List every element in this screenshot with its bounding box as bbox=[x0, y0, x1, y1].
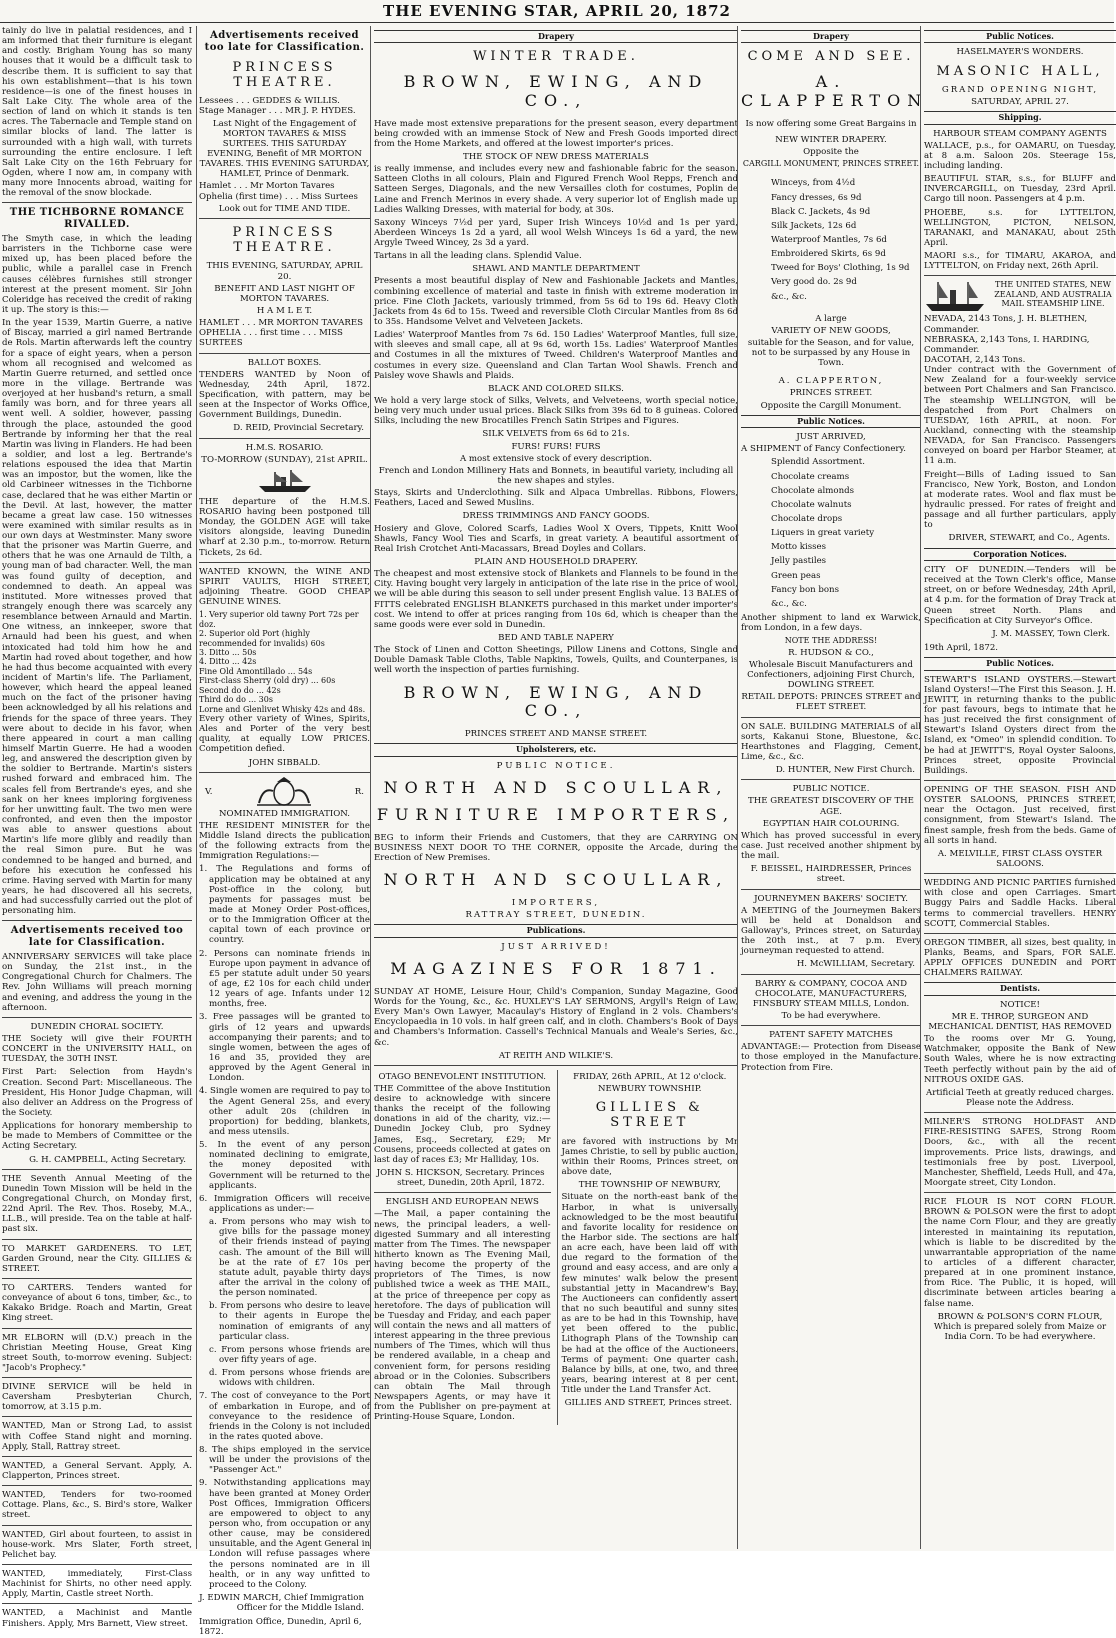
cargill: CARGILL MONUMENT, PRINCES STREET. bbox=[742, 158, 920, 168]
immig-subitem: c. From persons whose friends are over fifty years of age. bbox=[209, 1344, 370, 1365]
patent-title: PATENT SAFETY MATCHES bbox=[769, 1030, 893, 1041]
ad-wanted: WANTED, a General Servant. Apply, A. Clapperton, Princes street. bbox=[2, 1460, 192, 1482]
haselmayer: HASELMAYER'S WONDERS. bbox=[956, 47, 1084, 58]
trim-title: DRESS TRIMMINGS AND FANCY GOODS. bbox=[462, 511, 650, 522]
city-notice: CITY OF DUNEDIN.—Tenders will be received at the Town Clerk's office, Manse street, on or before Wednesday, 24th April, at 4 p.m. for the formation of Dray Track at Queen street North. Plans and Specification at City Surveyor's Office. bbox=[924, 564, 1116, 626]
theatre-body: Last Night of the Engagement of MORTON TAVARES & MISS SURTEES. THIS SATURDAY EVENING, Benefit of MR MORTON TAVARES. THIS EVENING SATURDAY, HAMLET, Prince of Denmark. bbox=[199, 118, 370, 180]
brown-intro: Have made most extensive preparations for the present season, every department being crowded with an immense Stock of New and Fresh Goods imported direct from the Home Markets, and offered at the lowest importer's prices. bbox=[374, 118, 738, 149]
royal-crest-icon bbox=[249, 777, 319, 807]
furs-body: A most extensive stock of every description. bbox=[459, 453, 653, 464]
wine-item: 1. Very superior old tawny Port 72s per doz. bbox=[199, 610, 359, 629]
bakers-title: JOURNEYMEN BAKERS' SOCIETY. bbox=[754, 893, 908, 904]
opposite: Opposite the bbox=[803, 146, 859, 157]
saturday: SATURDAY, APRIL 27. bbox=[971, 97, 1069, 108]
tichborne-paragraph: The Smyth case, in which the leading barristers in the Tichborne case were mixed up, has been placed before the public, while a parallel case in French causes célèbres furnishes still stronger interest at the present moment. Sir John Coleridge has received the credit of raking it up. The story is this:— bbox=[2, 233, 192, 315]
magazines-title: MAGAZINES FOR 1871. bbox=[390, 958, 722, 978]
section-header: Drapery bbox=[741, 30, 921, 43]
immig-intro: THE RESIDENT MINISTER for the Middle Island directs the publication of the following extracts from the Immigration Regulations:— bbox=[199, 820, 370, 862]
wine-list bbox=[199, 610, 370, 714]
barry-title: BARRY & COMPANY, COCOA AND CHOCOLATE, MANUFACTURERS, FINSBURY STEAM MILLS, London. bbox=[752, 978, 910, 1009]
immig-title: NOMINATED IMMIGRATION. bbox=[219, 808, 350, 819]
masthead: THE EVENING STAR, APRIL 20, 1872 bbox=[0, 0, 1114, 23]
a-large: A large bbox=[815, 313, 847, 324]
theatre-lookout: Look out for TIME AND TIDE. bbox=[218, 203, 351, 214]
wine-item: Lorne and Glenlivet Whisky 42s and 48s. bbox=[199, 704, 366, 714]
hunter-signature: D. HUNTER, New First Church. bbox=[775, 765, 915, 776]
wine-item: 3. Ditto ... 50s bbox=[199, 648, 257, 657]
shawl-title: SHAWL AND MANTLE DEPARTMENT bbox=[472, 264, 640, 275]
crest-right-letter: R. bbox=[354, 786, 364, 797]
ad-wanted: WANTED, immediately, First-Class Machinist for Shirts, no other need apply. Apply, Martin, Castle street North. bbox=[2, 1569, 192, 1600]
ballot-title: BALLOT BOXES. bbox=[247, 357, 322, 368]
theatre-lessees: Lessees . . . GEDDES & WILLIS. bbox=[199, 96, 340, 107]
shawl-body: Ladies' Waterproof Mantles from 7s 6d. 150 Ladies' Waterproof Mantles, full size, with sleeves and small cape, all at 9s 6d, worth 15s. Ladies' Waterproof Mantles and Costumes in all the mixtures of Tweed. Children's Waterproof Mantles and costumes in every size. Queensland and Clan Tartan Wool Shawls. French and Paisley wove Shawls and Plaids. bbox=[374, 330, 738, 381]
polson: BROWN & POLSON'S CORN FLOUR, Which is prepared solely from Maize or India Corn. To be had everywhere. bbox=[933, 1311, 1107, 1342]
oregon: OREGON TIMBER, all sizes, best quality, in Planks, Beams, and Spars, FOR SALE. APPLY OFFICES DUNEDIN and PORT CHALMERS RAILWAY. bbox=[924, 937, 1116, 979]
dress-title: THE STOCK OF NEW DRESS MATERIALS bbox=[463, 151, 649, 162]
grand-opening: GRAND OPENING NIGHT, bbox=[941, 84, 1099, 95]
section-header: Public Notices. bbox=[741, 415, 921, 428]
variety-body: suitable for the Season, and for value, not to be surpassed by any House in Town. bbox=[747, 337, 915, 369]
immig-item: 9. Notwithstanding applications may have been granted at Money Order Post Offices, Immigration Officers are empowered to object to any person who, from occupation or any other cause, may be considered unsuitable, and the Agent General in London will refuse passages where the persons nominated are in ill health, or in any way unfitted to proceed to the Colony. bbox=[199, 1478, 370, 1590]
price-item: Silk Jackets, 12s 6d bbox=[771, 220, 857, 231]
egyptian: EGYPTIAN HAIR COLOURING. bbox=[762, 818, 900, 829]
price-list bbox=[741, 178, 921, 301]
rosario-body: THE departure of the H.M.S. ROSARIO having been postponed till Monday, the GOLDEN AGE will take visitors alongside, leaving Dunedin wharf at 2.30 p.m., to-morrow. Return Tickets, 2s 6d. bbox=[199, 496, 370, 558]
brown-title: BROWN, EWING, AND CO., bbox=[403, 682, 709, 721]
column-2 bbox=[196, 26, 370, 1638]
opening-season: OPENING OF THE SEASON. FISH AND OYSTER SALOONS, PRINCES STREET, near the Octagon. Just received, first consignment, from Stewart's Island. The finest sample, fresh from the beds. Game of all sorts in hand. bbox=[924, 784, 1116, 846]
furs-title: FURS! FURS! FURS bbox=[511, 441, 601, 452]
north-title: NORTH AND SCOULLAR, bbox=[383, 870, 729, 890]
price-item: Waterproof Mantles, 7s 6d bbox=[771, 234, 887, 245]
melville: A. MELVILLE, FIRST CLASS OYSTER SALOONS. bbox=[937, 848, 1103, 869]
brown-title: BROWN, EWING, AND CO., bbox=[403, 71, 709, 110]
dentist-notice: NOTICE! bbox=[1000, 999, 1040, 1010]
pn-title: PUBLIC NOTICE. bbox=[792, 784, 870, 795]
ad-wanted: WANTED, Tenders for two-roomed Cottage. Plans, &c., S. Bird's store, Walker street. bbox=[2, 1490, 192, 1521]
milner: MILNER'S STRONG HOLDFAST AND FIRE-RESISTING SAFES, Strong Room Doors, &c., with all the recent improvements. Price lists, drawings, and testimonials free by post. Liverpool, Manchester, Sheffield, Leeds Hull, and 47a, Moorgate street, City London. bbox=[924, 1117, 1116, 1189]
ballot-signature: D. REID, Provincial Secretary. bbox=[233, 423, 364, 434]
immig-item: 8. The ships employed in the service will be under the provisions of the "Passenger Act." bbox=[199, 1445, 370, 1476]
ship-maori: MAORI s.s., for TIMARU, AKAROA, and LYTTELTON, on Friday next, 26th April. bbox=[924, 251, 1116, 272]
harbour: HARBOUR STEAM COMPANY AGENTS bbox=[933, 128, 1107, 139]
article-continuation: tainly do live in palatial residences, and I am informed that their furniture is elegant and costly. Brigham Young has so many houses that it would be a difficult task to describe them. It is sufficient to say that his own establishment—that is his town residence—is one of the finest houses in Salt Lake City. The whole area of the section of land on which it stands is ten acres. The Tabernacle and Temple stand on similar blocks of land. The latter is surrounded with a high wall, with turrets surrounding the entire enclosure. I left Salt Lake City on the 16th February for Ogden, where I now am, in company with many more Innocents abroad, waiting for the removal of the snow blockade. bbox=[2, 26, 192, 199]
mag-signature: AT REITH AND WILKIE'S. bbox=[498, 1050, 614, 1061]
dress-body: is really immense, and includes every new and fashionable fabric for the season. Satteen Cloths in all colours, Plain and Figured French Wool Repps, French and Satteen Serges, Diagonals, and the new Versailles cloth for costumes, Poplin de Laine and French Merinos in every shade. A very superior lot of English made up Ladies Walking Dresses, with material for body, at 30s. bbox=[374, 164, 738, 215]
choral-text: First Part: Selection from Haydn's Creation. Second Part: Miscellaneous. The President, His Honor Judge Chapman, will also deliver an Address on the Progress of the Society. bbox=[2, 1067, 192, 1118]
friday-title: FRIDAY, 26th APRIL, At 12 o'clock. bbox=[573, 1071, 727, 1082]
wine-signature: JOHN SIBBALD. bbox=[248, 757, 321, 768]
greatest: THE GREATEST DISCOVERY OF THE AGE. bbox=[748, 796, 914, 817]
clapperton-title: A. CLAPPERTON bbox=[741, 71, 929, 110]
wine-item: First-class Sherry (old dry) ... 60s bbox=[199, 676, 336, 686]
price-item: Fancy dresses, 6s 9d bbox=[771, 192, 862, 203]
millinery: French and London Millinery Hats and Bonnets, in beautiful variety, including all the new shapes and styles. bbox=[378, 465, 734, 487]
conf-item: &c., &c. bbox=[771, 598, 807, 609]
price-item: Tweed for Boys' Clothing, 1s 9d bbox=[771, 263, 910, 274]
rattray: RATTRAY STREET, DUNEDIN. bbox=[465, 910, 647, 921]
silk-velvets: SILK VELVETS from 6s 6d to 21s. bbox=[482, 429, 630, 440]
plain-body: The cheapest and most extensive stock of Blankets and Flannels to be found in the City. Having bought very largely in anticipation of the late rise in the price of wool, we will be able during this season to sell under present English value. 13 BALES of FITTS celebrated ENGLISH BLANKETS purchased in this market under importer's cost. We intend to offer at prices ranging from 10s 6d, which is cheaper than the same goods were ever sold in Dunedin. bbox=[374, 569, 738, 630]
price-item: Black C. Jackets, 4s 9d bbox=[771, 206, 871, 217]
section-header: Publications. bbox=[374, 924, 738, 937]
hudson-title: R. HUDSON & CO., bbox=[788, 647, 874, 658]
ballot-body: TENDERS WANTED by Noon of Wednesday, 24th April, 1872. Specification, with pattern, may be seen at the Inspector of Works Office, Government Buildings, Dunedin. bbox=[199, 369, 370, 421]
crest-left-letter: V. bbox=[205, 786, 213, 797]
choral-text: THE Society will give their FOURTH CONCERT in the UNIVERSITY HALL, on TUESDAY, the 30TH INST. bbox=[2, 1033, 192, 1065]
conf-item: Jelly pastiles bbox=[771, 556, 827, 567]
newbury: NEWBURY TOWNSHIP. bbox=[598, 1083, 702, 1094]
silk-body: We hold a very large stock of Silks, Velvets, and Velveteens, worth special notice, being very much under usual prices. Black Silks from 39s 6d to 8 guineas. Colored Silks, including the new Brocatilles French Satin Stripes and Figures. bbox=[374, 396, 738, 427]
immig-office: Immigration Office, Dunedin, April 6, 1872. bbox=[199, 1617, 362, 1638]
ad-gardeners: TO MARKET GARDENERS. TO LET, Garden Ground, near the City. GILLIES & STREET. bbox=[2, 1243, 192, 1274]
theatre-benefit: BENEFIT AND LAST NIGHT OF MORTON TAVARES. bbox=[214, 283, 355, 304]
ad-elborn: MR ELBORN will (D.V.) preach in the Christian Meeting House, Great King street South, to-morrow evening. Subject: "Jacob's Prophecy." bbox=[2, 1332, 192, 1373]
furniture-title: FURNITURE IMPORTERS, bbox=[376, 804, 736, 824]
conf-item: Chocolate walnuts bbox=[771, 499, 852, 510]
immig-item: 2. Persons can nominate friends in Europe upon payment in advance of £5 per statute adult under 50 years of age, £2 10s for each child under 12 years of age. Infants under 12 months, free. bbox=[199, 948, 370, 1010]
choral-title: DUNEDIN CHORAL SOCIETY. bbox=[30, 1021, 164, 1032]
price-item: &c., &c. bbox=[771, 291, 807, 302]
immig-item: 7. The cost of conveyance to the Port of embarkation in Europe, and of conveyance to the residence of friends in the Colony is not included in the rates quoted above. bbox=[199, 1391, 370, 1442]
clapperton-sub: Is now offering some Great Bargains in bbox=[745, 118, 917, 129]
column-3 bbox=[370, 26, 738, 1549]
wine-body: WANTED KNOWN, the WINE AND SPIRIT VAULTS, HIGH STREET, adjoining Theatre. GOOD CHEAP GENUINE WINES. bbox=[199, 566, 370, 608]
ship-nevada: NEVADA, 2143 Tons, J. H. BLETHEN, Commander. bbox=[924, 314, 1088, 335]
confectionery-list bbox=[741, 457, 921, 609]
on-sale: ON SALE. BUILDING MATERIALS of all sorts, Kakanui Stone, Bluestone, &c. Hearthstones and Flagging, Cement, Lime, &c., &c. bbox=[741, 721, 921, 763]
theatre-title: PRINCESS THEATRE. bbox=[232, 224, 337, 256]
variety: VARIETY OF NEW GOODS, bbox=[771, 325, 891, 336]
section-header: Corporation Notices. bbox=[924, 548, 1116, 561]
conf-item: Chocolate drops bbox=[771, 514, 843, 525]
barry-body: To be had everywhere. bbox=[781, 1010, 881, 1021]
immig-signature: J. EDWIN MARCH, Chief Immigration Officer for the Middle Island. bbox=[199, 1593, 364, 1614]
ship-phoebe: PHOEBE, s.s. for LYTTELTON, WELLINGTON, PICTON, NELSON, TARANAKI, and MANAKAU, about 25th April. bbox=[924, 207, 1116, 249]
note-address: NOTE THE ADDRESS! bbox=[784, 636, 878, 646]
bed-title: BED AND TABLE NAPERY bbox=[498, 632, 614, 643]
price-item: Winceys, from 4½d bbox=[771, 178, 856, 189]
left-subcolumn bbox=[374, 1070, 551, 1426]
dress-body: Saxony Winceys 7½d per yard, Super Irish Winceys 10½d and 1s per yard, Aberdeen Winceys 1s 2d a yard, all wool Welsh Winceys 1s 6d a yard, the new Argyle Tweed Wincey, 2s 3d a yard. bbox=[374, 217, 738, 249]
choral-signature: G. H. CAMPBELL, Acting Secretary. bbox=[29, 1154, 186, 1165]
clapperton-signature: A. CLAPPERTON, bbox=[778, 376, 884, 387]
silk-title: BLACK AND COLORED SILKS. bbox=[488, 383, 624, 394]
choral-text: Applications for honorary membership to be made to Members of Committee or the Acting Secretary. bbox=[2, 1121, 192, 1152]
adv-header: Advertisements received too late for Classification. bbox=[204, 30, 365, 53]
conf-item: Motto kisses bbox=[771, 542, 827, 553]
conf-item: Chocolate almonds bbox=[771, 485, 855, 496]
conf-item: Chocolate creams bbox=[771, 471, 850, 482]
north-title: NORTH AND SCOULLAR, bbox=[383, 778, 729, 798]
theatre-play: H A M L E T. bbox=[256, 306, 313, 317]
bakers-body: A MEETING of the Journeymen Bakers will be held at Donaldson and Galloway's, Princes street, on Saturday the 20th inst., at 7 p.m. Every journeyman requested to attend. bbox=[741, 905, 921, 957]
shipment: A SHIPMENT of Fancy Confectionery. bbox=[741, 444, 906, 455]
theatre-cast: OPHELIA . . . first time . . . MISS SURTEES bbox=[199, 328, 343, 349]
ad-divine: DIVINE SERVICE will be held in Caversham Presbyterian Church, tomorrow, at 3.15 p.m. bbox=[2, 1382, 192, 1413]
patent-body: ADVANTAGE:— Protection from Disease to those employed in the Manufacture. Protection from Fire. bbox=[741, 1042, 921, 1073]
gillies-title: GILLIES & STREET bbox=[595, 1100, 704, 1131]
egyptian-body: Which has proved successful in every case. Just received another shipment by the mail. bbox=[741, 830, 921, 862]
wine-footer: Every other variety of Wines, Spirits, Ales and Porter of the very best quality, at equally LOW PRICES. Competition defied. bbox=[199, 714, 370, 755]
rosario-sub: TO-MORROW (SUNDAY), 21st APRIL. bbox=[201, 454, 368, 465]
another-shipment: Another shipment to land ex Warwick, from London, in a few days. bbox=[741, 613, 921, 634]
massey-signature: J. M. MASSEY, Town Clerk. bbox=[992, 628, 1110, 639]
theatre-title: PRINCESS THEATRE. bbox=[232, 59, 337, 90]
ad-carters: TO CARTERS. Tenders wanted for conveyance of about 6 tons, timber, &c., to Kakako Bridge. Roach and Martin, Great King street. bbox=[2, 1282, 192, 1324]
new-winter: NEW WINTER DRAPERY. bbox=[775, 134, 887, 145]
township-body: Situate on the north-east bank of the Harbor, in what is universally acknowledged to be the most beautiful and favorite locality for residence on the Harbor side. The sections are half an acre each, have been laid off with due regard to the formation of the ground and easy access, and are only a few minutes' walk below the present substantial jetty in Macandrew's Bay. The Auctioneers can confidently assert that no such beautiful and sunny sites as are to be had in this Township, have yet been offered to the public. Lithograph Plans of the Township can be had at the office of the Auctioneers. Terms of payment: One quarter cash. Balance by bills, at one, two, and three years, bearing interest at 8 per cent. Title under the Land Transfer Act. bbox=[561, 1192, 738, 1396]
opposite-monument: Opposite the Cargill Monument. bbox=[760, 400, 902, 411]
princes-street: PRINCES STREET. bbox=[789, 388, 873, 399]
wine-item: 4. Ditto ... 42s bbox=[199, 657, 257, 667]
throp-body2: Artificial Teeth at greatly reduced charges. Please note the Address. bbox=[926, 1087, 1114, 1109]
bakers-signature: H. McWILLIAM, Secretary. bbox=[796, 959, 915, 970]
north-body: BEG to inform their Friends and Customers, that they are CARRYING ON BUSINESS NEXT DOOR TO THE CORNER, opposite the Arcade, during the Erection of New Premises. bbox=[374, 832, 738, 864]
adv-header: Advertisements received too late for Classification. bbox=[10, 925, 184, 949]
conf-item: Splendid Assortment. bbox=[771, 457, 865, 468]
ad-wanted: WANTED, Man or Strong Lad, to assist with Coffee Stand night and morning. Apply, Stall, Rattray street. bbox=[2, 1421, 192, 1452]
theatre-cast: HAMLET . . . MR MORTON TAVARES bbox=[199, 318, 364, 329]
immig-subitem: b. From persons who desire to leave to their agents in Europe the nomination of emigrants of any particular class. bbox=[209, 1301, 370, 1342]
column-1 bbox=[2, 26, 192, 1629]
masonic: MASONIC HALL, bbox=[936, 63, 1104, 79]
steamship-icon bbox=[924, 280, 986, 314]
oysters: STEWART'S ISLAND OYSTERS.—Stewart Island Oysters!—The First this Season. J. H. JEWITT, in returning thanks to the public for past favours, begs to intimate that he has just received the first consignment of Stewart's Island Oysters direct from the Island, ex "Omeo" in splendid condition. To be had at JEWITT'S, Royal Oyster Saloons, Princes street, opposite Provincial Buildings. bbox=[924, 674, 1116, 776]
immig-item: 6. Immigration Officers will receive applications as under:— bbox=[199, 1193, 370, 1214]
plain-title: PLAIN AND HOUSEHOLD DRAPERY. bbox=[474, 557, 638, 567]
theatre-evening: THIS EVENING, SATURDAY, APRIL 20. bbox=[206, 261, 363, 282]
tichborne-title: THE TICHBORNE ROMANCE RIVALLED. bbox=[9, 207, 185, 231]
retail-depots: RETAIL DEPOTS: PRINCES STREET and FLEET STREET. bbox=[741, 692, 921, 713]
mag-body: SUNDAY AT HOME, Leisure Hour, Child's Companion, Sunday Magazine, Good Words for the Young, &c., &c. HUXLEY'S LAY SERMONS, Argyll's Reign of Law, Every Man's Own Lawyer, Macaulay's History of England in 2 vols. Chambers's Encyclopaedia in 10 vols. in half green calf, and in cloth. Chambers's Book of Days and Chambers's Information. Cassell's Technical Manuals and Weale's Series, &c., &c. bbox=[374, 986, 738, 1048]
column-4 bbox=[737, 26, 929, 1549]
just-arrived: JUST ARRIVED, bbox=[796, 432, 866, 443]
contract: Under contract with the Government of New Zealand for a four-weekly service between Port Chalmers and San Francisco. The steamship WELLINGTON, will be despatched from Port Chalmers on TUESDAY, 16th APRIL, at noon. For Auckland, connecting with the steamship NEVADA, for San Francisco. Passengers conveyed on board per Harbor Steamer, at 11 a.m. bbox=[924, 365, 1116, 467]
theatre-cast: Hamlet . . . Mr Morton Tavares bbox=[199, 181, 335, 192]
throp-title: MR E. THROP, SURGEON AND MECHANICAL DENTIST, HAS REMOVED bbox=[928, 1011, 1112, 1033]
notice-date: 19th April, 1872. bbox=[924, 642, 999, 653]
ship-dacotah: DACOTAH, 2,143 Tons. bbox=[924, 355, 1026, 366]
us-title: THE UNITED STATES, NEW ZEALAND, AND AUSTRALIA MAIL STEAMSHIP LINE. bbox=[994, 280, 1112, 309]
trim-body: Hosiery and Glove, Colored Scarfs, Ladies Wool X Overs, Tippets, Knitt Wool Shawls, Fancy Wool Ties and Scarfs, in great variety. A beautiful assortment of Real Irish Crotchet Anti-Macassars, Bread Doyles and Collars. bbox=[374, 523, 738, 554]
ship-nebraska: NEBRASKA, 2,143 Tons, I. HARDING, Commander. bbox=[924, 334, 1090, 355]
ad-wanted: WANTED, Girl about fourteen, to assist in house-work. Mrs Slater, Forth street, Pelichet bay. bbox=[2, 1529, 192, 1560]
just-arrived: JUST ARRIVED! bbox=[501, 941, 611, 952]
driver-signature: DRIVER, STEWART, and Co., Agents. bbox=[948, 533, 1110, 544]
section-header: Public Notices. bbox=[924, 30, 1116, 43]
ad-anniversary: ANNIVERSARY SERVICES will take place on Sunday, the 21st inst., in the Congregational Church for Chalmers. The Rev. John Williams will preach morning and evening, and address the young in the afternoon. bbox=[2, 952, 192, 1013]
right-subcolumn bbox=[557, 1070, 739, 1426]
ship-wallace: WALLACE, p.s., for OAMARU, on Tuesday, at 8 a.m. Saloon 20s. Steerage 15s, including landing. bbox=[924, 140, 1116, 172]
immig-item: 1. The Regulations and forms of application may be obtained at any Post-office in the colony, but payments for passages must be made at Money Order Post-offices, or to the Immigration Officer at the capital town of each province or country. bbox=[199, 864, 370, 946]
otago-signature: JOHN S. HICKSON, Secretary. Princes street, Dunedin, 20th April, 1872. bbox=[376, 1168, 545, 1189]
brown-address: PRINCES STREET AND MANSE STREET. bbox=[464, 729, 648, 740]
price-item: Embroidered Skirts, 6s 9d bbox=[771, 249, 886, 260]
english-body: —The Mail, a paper containing the news, the principal leaders, a well-digested Summary and all interesting matter from The Times. The newspaper hitherto known as The Evening Mail, having become the property of the proprietors of The Times, is now published twice a week as THE MAIL, at the price of threepence per copy as heretofore. The days of publication will be Tuesday and Friday, and each paper will contain the news and all matters of interest appearing in the three previous numbers of The Times, which will thus be rendered available, in a cheap and convenient form, for persons residing abroad or in the Colonies. Subscribers can obtain The Mail through Newspapers Agents, or may have it from the Publisher on pre-payment at Printing-House Square, London. bbox=[374, 1209, 551, 1423]
beissel: F. BEISSEL, HAIRDRESSER, Princes street. bbox=[750, 864, 912, 885]
immig-item: 5. In the event of any person nominated declining to emigrate, the money deposited with Government will be returned to the applicants. bbox=[199, 1140, 370, 1191]
immig-item: 3. Free passages will be granted to girls of 12 years and upwards accompanying their parents; and to single women, between the ages of 16 and 35, provided they are approved by the Agent General in London. bbox=[199, 1012, 370, 1084]
pn-title: PUBLIC NOTICE. bbox=[496, 760, 616, 771]
throp-body: To the rooms over Mr G. Young, Watchmaker, opposite the Bank of New South Wales, where he is now extracting Teeth perfectly without pain by the aid of NITROUS OXIDE GAS. bbox=[924, 1034, 1116, 1085]
hudson-body: Wholesale Biscuit Manufacturers and Confectioners, adjoining First Church, DOWLING STREET. bbox=[747, 659, 915, 691]
section-header: Upholsterers, etc. bbox=[374, 743, 738, 756]
township-title: THE TOWNSHIP OF NEWBURY, bbox=[578, 1180, 721, 1191]
column-5 bbox=[920, 26, 1116, 1549]
shawl-body: Presents a most beautiful display of New and Fashionable Jackets and Mantles, combining excellence of material and taste in finish with extreme moderation in price. Fine Cloth Jackets, variously trimmed, from 5s 6d to 19s 6d. Heavy Cloth Jackets from 4s 6d to 15s. Tweed and reversible Cloth Circular Mantles from 8s 6d to 35s. Handsome Velvet and Velveteen Jackets. bbox=[374, 276, 738, 328]
immig-item: 4. Single women are required to pay to the Agent General 25s, and every other adult 20s (children in proportion) for bedding, blankets, and mess utensils. bbox=[199, 1086, 370, 1137]
conf-item: Liquers in great variety bbox=[771, 528, 875, 539]
theatre-cast: Ophelia (first time) . . . Miss Surtees bbox=[199, 191, 358, 202]
otago-body: THE Committee of the above Institution desire to acknowledge with sincere thanks the receipt of the following donations in aid of the charity, viz.:—Dunedin Jockey Club, pro Sydney James, Esq., Secretary, £29; Mr Cousens, proceeds collected at gates on last day of races £3; Mr Halliday, 10s. bbox=[374, 1083, 551, 1165]
come-title: COME AND SEE. bbox=[747, 49, 915, 65]
wine-item: Third do do ... 30s bbox=[199, 695, 273, 705]
dress-body: Tartans in all the leading clans. Splendid Value. bbox=[374, 251, 582, 262]
wine-item: Second do do ... 42s bbox=[199, 685, 281, 695]
english-title: ENGLISH AND EUROPEAN NEWS bbox=[385, 1197, 539, 1208]
otago-title: OTAGO BENEVOLENT INSTITUTION. bbox=[378, 1071, 546, 1082]
ad-wanted: WANTED, a Machinist and Mantle Finishers. Apply, Mrs Barnett, View street. bbox=[2, 1608, 192, 1629]
rice-flour: RICE FLOUR IS NOT CORN FLOUR. BROWN & POLSON were the first to adopt the name Corn Flour, and they are greatly interested in maintaining its reputation, which is liable to be discredited by the unwarrantable appropriation of the name to articles of a different character, prepared at in one prominent instance, from Rice. The Public, it is hoped, will discriminate between articles bearing a false name. bbox=[924, 1197, 1116, 1309]
gillies-body: are favored with instructions by Mr James Christie, to sell by public auction, within their Rooms, Princes street, on above date, bbox=[561, 1136, 738, 1178]
section-header: Public Notices. bbox=[924, 657, 1116, 670]
theatre-manager: Stage Manager . . . MR J. P. HYDES. bbox=[199, 106, 356, 117]
conf-item: Fancy bon bons bbox=[771, 584, 839, 595]
immig-subitem: d. From persons whose friends are widows with children. bbox=[209, 1368, 370, 1389]
price-item: Very good do. 2s 9d bbox=[771, 277, 857, 288]
ship-icon bbox=[255, 468, 315, 494]
wine-item: Fine Old Amontillado ... 54s bbox=[199, 666, 313, 676]
wine-item: 2. Superior old Port (highly recommended for invalids) 60s bbox=[199, 629, 325, 648]
freight: Freight—Bills of Lading issued to San Francisco, New York, Boston, and London at moderate rates. Wool and flax must be hydraulic pressed. For rates of freight and passage and all further particulars, apply to bbox=[924, 469, 1116, 531]
ad-mission: THE Seventh Annual Meeting of the Dunedin Town Mission will be held in the Congregational Church, on Monday first, 22nd April. The Rev. Thos. Roseby, M.A., LL.B., will preside. Tea on the table at half-past six. bbox=[2, 1173, 192, 1235]
bed-body: The Stock of Linen and Cotton Sheetings, Pillow Linens and Cottons, Single and Double Damask Table Cloths, Table Napkins, Towels, Quilts, and Counterpanes, is well worth the inspection of parties furnishing. bbox=[374, 645, 738, 676]
ship-beautiful: BEAUTIFUL STAR, s.s., for BLUFF and INVERCARGILL, on Tuesday, 23rd April. Cargo till noon. Passengers at 4 p.m. bbox=[924, 174, 1116, 205]
importers: IMPORTERS, bbox=[511, 898, 601, 909]
section-header: Shipping. bbox=[924, 111, 1116, 124]
winter-title: WINTER TRADE. bbox=[473, 49, 639, 65]
rosario-title: H.M.S. ROSARIO. bbox=[245, 442, 324, 453]
tichborne-paragraph: In the year 1539, Martin Guerre, a native of Biscay, married a girl named Bertrande de Rols. Martin afterwards left the country for a space of eight years, when a person whom all recognised and welcomed as Martin Guerre returned, and settled once more in the village. Bertrande was overjoyed at her husband's return, a small family was born, and for three years all went well. A soldier, however, passing through the place, astounded the good Bertrande by informing her that the real Martin was living in Flanders. He had been a soldier, and lost a leg. Bertrande's relations espoused the idea that Martin was an impostor, but the women, like the old Carbineer witnesses in the Tichborne case, declared that he was either Martin or the Devil. At last, however, the matter became a great law case. 150 witnesses were examined with similar results as in our own days at Westminster. Many swore that the prisoner was Martin Guerre, and others that he was one Arnauld de Tilth, a young man of bad character. Well, the man was found guilty of deception, and condemned to death. An appeal was instituted. More witnesses proved that strangely enough there was scarcely any resemblance between Arnauld and Martin. One witness, an innkeeper, swore that Arnauld had been his guest, and when intoxicated had told him how he and Martin had roved about together, and how he had thus become acquainted with every incident of Martin's life. The Parliament, however, which heard the appeal leaned much on the fact of the prisoner having been acknowledged by all his relations and friends for the space of three years. They were about to decide in his favor, when there appeared in court a man calling himself Martin Guerre. He had a wooden leg, and answered the description given by the soldier to Bertrande. Martin's sisters rushed forward and embraced him. The scales fell from Bertrande's eyes, and she sank on her knees imploring forgiveness for her unwitting fault. The two men were confronted, and even then the impostor was able to answer questions about Martin's life more glibly and readily than the real Simon pure. But he was condemned to be hanged and burned, and before his execution he confessed his crime. Having served with Martin for many years, he had discovered all his secrets, and had successfully carried out the plot of personating him. bbox=[2, 318, 192, 917]
section-header: Dentists. bbox=[924, 982, 1116, 995]
section-header: Drapery bbox=[374, 30, 738, 43]
gillies-signature: GILLIES AND STREET, Princes street. bbox=[564, 1398, 732, 1409]
wedding: WEDDING AND PICNIC PARTIES furnished with close and open Carriages. Smart Buggy Pairs and Saddle Hacks. Liberal terms to commercial travellers. HENRY SCOTT, Commercial Stables. bbox=[924, 878, 1116, 929]
conf-item: Green peas bbox=[771, 570, 821, 581]
stays: Stays, Skirts and Underclothing. Silk and Alpaca Umbrellas. Ribbons, Flowers, Feathers, Laced and Sewed Muslins. bbox=[374, 488, 738, 509]
immig-subitem: a. From persons who may wish to give bills for the passage money of their friends instead of paying cash. The amount of the Bill will be at the rate of £7 10s per statute adult, payable thirty days after the arrival in the colony of the person nominated. bbox=[209, 1217, 370, 1299]
